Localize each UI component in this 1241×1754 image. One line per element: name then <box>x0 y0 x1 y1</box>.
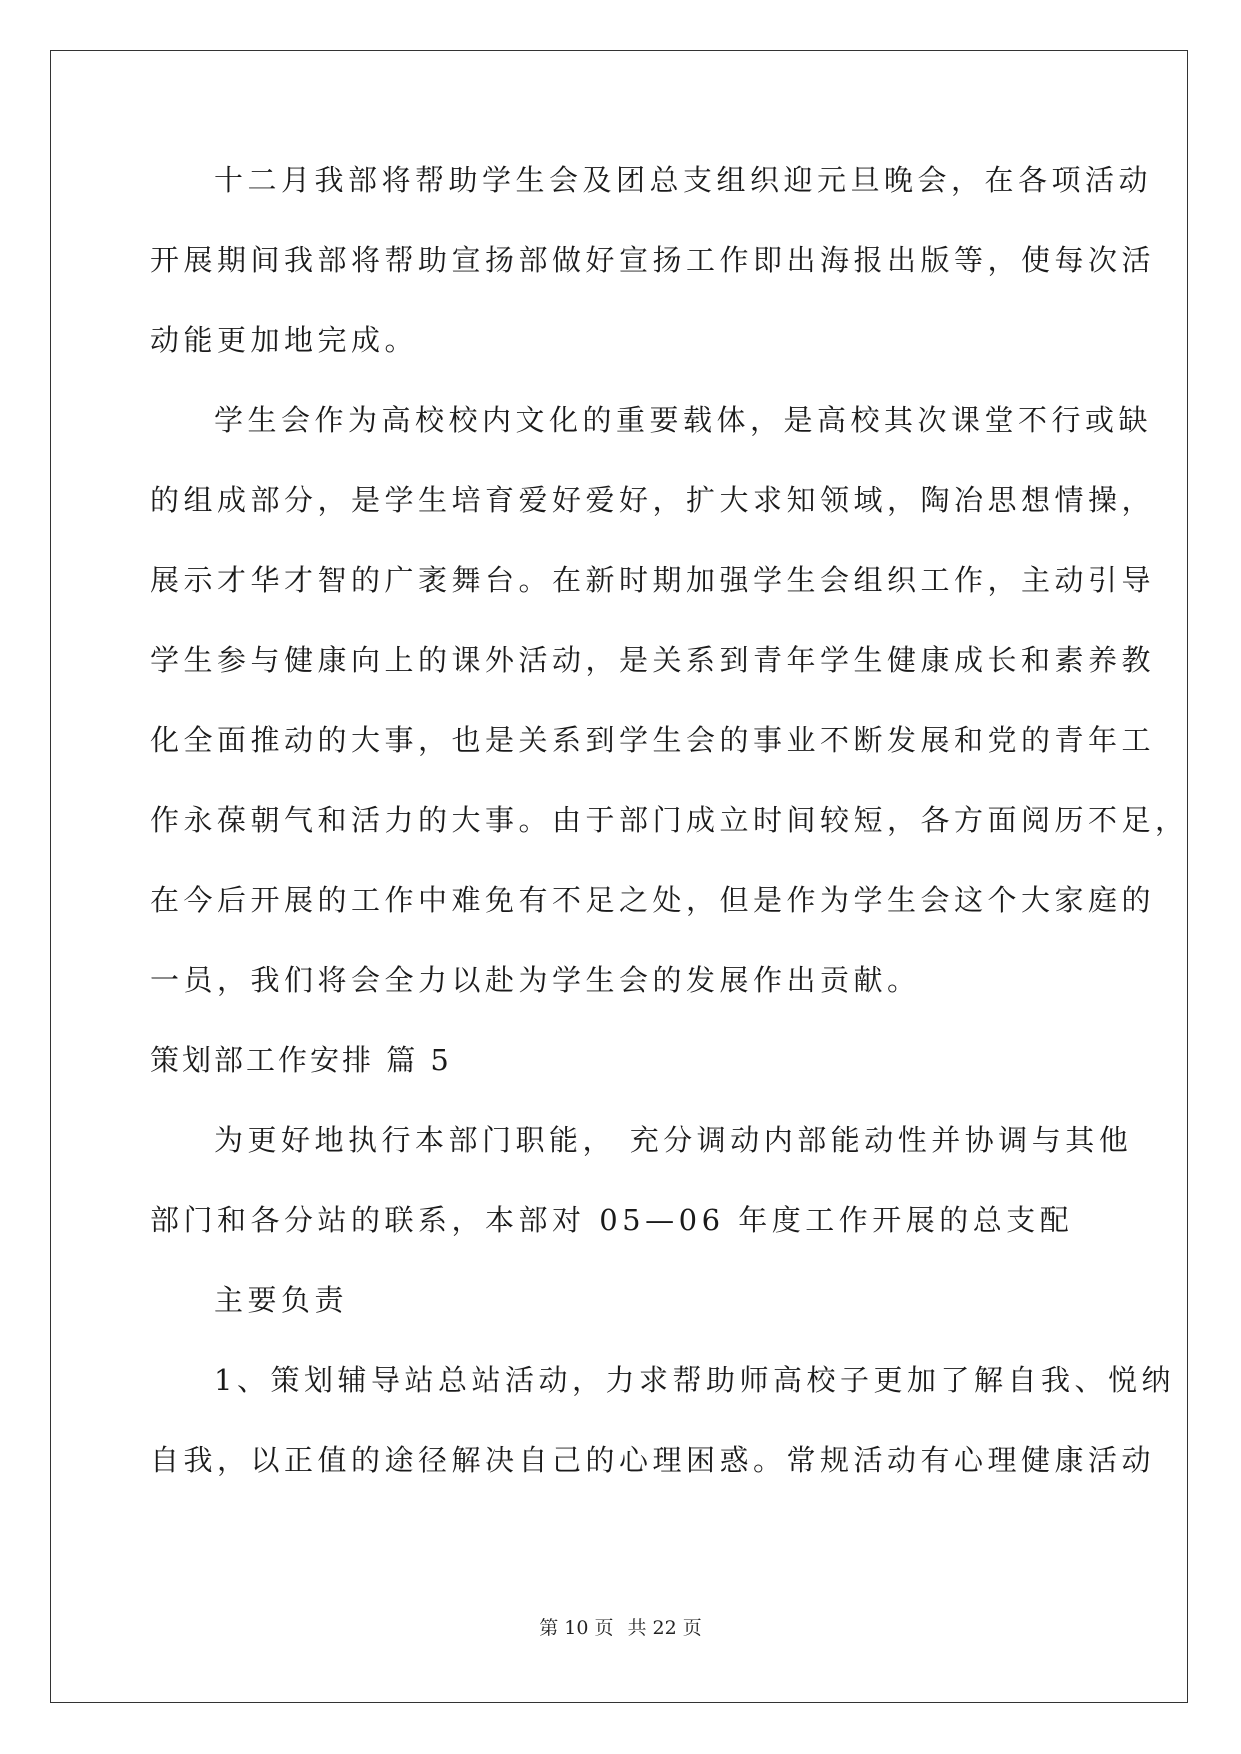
text-line: 化全面推动的大事，也是关系到学生会的事业不断发展和党的青年工 <box>150 723 1156 757</box>
text-line: 开展期间我部将帮助宣扬部做好宣扬工作即出海报出版等，使每次活 <box>150 243 1156 277</box>
text-line: 作永葆朝气和活力的大事。由于部门成立时间较短，各方面阅历不足， <box>150 803 1189 837</box>
document-body <box>150 160 1189 1520</box>
text-line: 1、策划辅导站总站活动，力求帮助师高校子更加了解自我、悦纳 <box>214 1363 1175 1397</box>
text-line: 在今后开展的工作中难免有不足之处，但是作为学生会这个大家庭的 <box>150 883 1156 917</box>
text-line: 主要负责 <box>214 1283 349 1317</box>
text-line: 部门和各分站的联系，本部对 05—06 年度工作开展的总支配 <box>150 1203 1074 1237</box>
text-line: 一员，我们将会全力以赴为学生会的发展作出贡献。 <box>150 963 921 997</box>
text-line: 展示才华才智的广袤舞台。在新时期加强学生会组织工作，主动引导 <box>150 563 1156 597</box>
section-heading: 策划部工作安排 篇 5 <box>150 1043 452 1077</box>
page-footer <box>0 1616 1241 1640</box>
text-line: 动能更加地完成。 <box>150 323 419 357</box>
text-line: 的组成部分，是学生培育爱好爱好，扩大求知领域，陶冶思想情操， <box>150 483 1156 517</box>
text-line: 学生参与健康向上的课外活动，是关系到青年学生健康成长和素养教 <box>150 643 1156 677</box>
page-number: 第 10 页 <box>539 1617 614 1639</box>
text-line: 为更好地执行本部门职能， 充分调动内部能动性并协调与其他 <box>214 1123 1133 1157</box>
text-line: 十二月我部将帮助学生会及团总支组织迎元旦晚会，在各项活动 <box>214 163 1153 197</box>
text-line: 自我，以正值的途径解决自己的心理困惑。常规活动有心理健康活动 <box>150 1443 1156 1477</box>
page-total: 共 22 页 <box>627 1617 702 1639</box>
text-line: 学生会作为高校校内文化的重要载体，是高校其次课堂不行或缺 <box>214 403 1153 437</box>
